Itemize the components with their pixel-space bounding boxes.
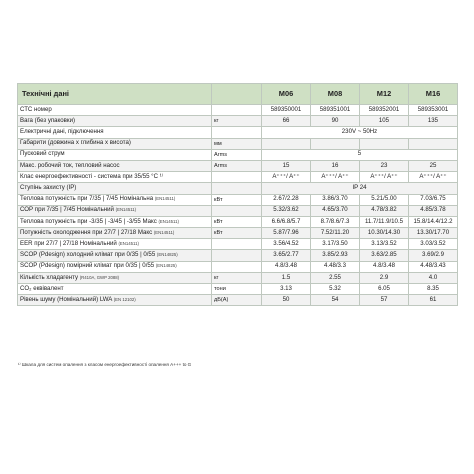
value-cell: 3.13 — [262, 284, 311, 295]
param-cell — [18, 261, 212, 272]
value-cell: 2.9 — [360, 272, 409, 283]
table-row — [18, 116, 458, 127]
value-cell: 25 — [409, 160, 458, 171]
param-label: Вага (без упаковки) — [20, 116, 76, 124]
param-label: Рівень шуму (Номінальний) LWA — [20, 295, 113, 303]
param-label: Потужність охолодження при 27/7 | 27/18 Макс — [20, 228, 153, 236]
param-standard-note: (EN14825) — [155, 263, 177, 269]
value-cell: 4.78/3.82 — [360, 205, 409, 216]
param-standard-note: (EN14511) — [154, 196, 176, 202]
value-cell: 7.52/11.20 — [311, 228, 360, 239]
value-cell: 66 — [262, 116, 311, 127]
param-label: СОР при 7/35 | 7/45 Номінальний — [20, 206, 114, 214]
table-row — [18, 127, 458, 138]
param-standard-note: (EN14825) — [156, 252, 178, 258]
value-cell: A⁺⁺⁺/ A⁺⁺ — [360, 172, 409, 183]
value-cell: 6.05 — [360, 284, 409, 295]
spec-table-container — [17, 83, 457, 306]
unit-cell: тони — [212, 284, 262, 295]
table-title: Технічні дані — [18, 84, 212, 105]
spec-rows — [18, 105, 458, 306]
param-standard-note: (R410A, GWP 2088) — [79, 274, 120, 280]
unit-cell: кг — [212, 116, 262, 127]
header-row — [18, 84, 458, 105]
shared-value-cell: 5 — [262, 149, 458, 160]
value-cell: 589353001 — [409, 105, 458, 116]
value-cell: 135 — [409, 116, 458, 127]
param-standard-note: (EN14511) — [115, 207, 137, 213]
value-cell: 11.7/11.9/10.5 — [360, 216, 409, 227]
value-cell: 3.03/3.52 — [409, 239, 458, 250]
value-cell: 5.21/5.00 — [360, 194, 409, 205]
value-cell: 8.35 — [409, 284, 458, 295]
unit-cell — [212, 172, 262, 183]
shared-value-cell: IP 24 — [262, 183, 458, 194]
unit-cell: мм — [212, 138, 262, 149]
value-cell — [360, 138, 409, 149]
param-label: Кількість хладагенту — [20, 273, 79, 281]
unit-cell — [212, 183, 262, 194]
table-row — [18, 261, 458, 272]
value-cell: 589350001 — [262, 105, 311, 116]
param-cell — [18, 160, 212, 171]
value-cell — [409, 138, 458, 149]
unit-cell: Arms — [212, 149, 262, 160]
param-cell — [18, 228, 212, 239]
param-cell — [18, 172, 212, 183]
param-standard-note: (EN14511) — [158, 218, 179, 224]
value-cell: 105 — [360, 116, 409, 127]
model-header-m08: M08 — [311, 84, 360, 105]
param-label: CO₂ еквівалент — [20, 284, 64, 292]
param-cell — [18, 194, 212, 205]
model-header-m12: M12 — [360, 84, 409, 105]
value-cell: 1.5 — [262, 272, 311, 283]
param-label: Клас енергоефективності - система при 35/55 °C ¹⁾ — [20, 172, 164, 180]
value-cell: 13.30/17.70 — [409, 228, 458, 239]
value-cell: A⁺⁺⁺/ A⁺⁺ — [262, 172, 311, 183]
shared-value-cell: 230V ~ 50Hz — [262, 127, 458, 138]
param-standard-note: (EN14511) — [153, 229, 175, 235]
model-header-m16: M16 — [409, 84, 458, 105]
value-cell: 3.17/3.50 — [311, 239, 360, 250]
table-row — [18, 194, 458, 205]
unit-cell: кВт — [212, 216, 262, 227]
unit-cell: Arms — [212, 160, 262, 171]
value-cell: A⁺⁺⁺/ A⁺⁺ — [409, 172, 458, 183]
value-cell: 589351001 — [311, 105, 360, 116]
param-cell — [18, 105, 212, 116]
model-header-m06: M06 — [262, 84, 311, 105]
param-label: Ступінь захисту (IP) — [20, 184, 77, 192]
param-label: Теплова потужність при 7/35 | 7/45 Номінальна — [20, 195, 154, 203]
table-row — [18, 105, 458, 116]
unit-cell: кВт — [212, 194, 262, 205]
value-cell: 5.32/3.62 — [262, 205, 311, 216]
table-row — [18, 284, 458, 295]
param-cell — [18, 149, 212, 160]
unit-cell — [212, 105, 262, 116]
unit-header — [212, 84, 262, 105]
value-cell: 4.8/3.48 — [360, 261, 409, 272]
table-row — [18, 239, 458, 250]
value-cell: 6.6/6.8/5.7 — [262, 216, 311, 227]
value-cell: 90 — [311, 116, 360, 127]
value-cell: 3.69/2.9 — [409, 250, 458, 261]
table-row — [18, 295, 458, 306]
param-label: SCOP (Pdesign) помірний клімат при 0/35 | 0/55 — [20, 262, 155, 270]
value-cell: 2.67/2.28 — [262, 194, 311, 205]
table-row — [18, 216, 458, 227]
value-cell: 4.85/3.78 — [409, 205, 458, 216]
value-cell: 3.86/3.70 — [311, 194, 360, 205]
value-cell: 15 — [262, 160, 311, 171]
spec-table — [17, 83, 458, 306]
param-cell — [18, 295, 212, 306]
param-label: Габарити (довжина х глибина х висота) — [20, 139, 131, 147]
value-cell: 5.32 — [311, 284, 360, 295]
unit-cell: дБ(A) — [212, 295, 262, 306]
value-cell: 7.03/6.75 — [409, 194, 458, 205]
table-row — [18, 205, 458, 216]
unit-cell — [212, 250, 262, 261]
value-cell: 4.48/3.43 — [409, 261, 458, 272]
param-standard-note: (EN 12102) — [113, 296, 136, 302]
unit-cell — [212, 261, 262, 272]
param-cell — [18, 284, 212, 295]
value-cell: 3.13/3.52 — [360, 239, 409, 250]
param-label: EER при 27/7 | 27/18 Номінальний — [20, 239, 117, 247]
param-cell — [18, 272, 212, 283]
value-cell: 3.65/2.77 — [262, 250, 311, 261]
unit-cell — [212, 239, 262, 250]
value-cell: 3.63/2.85 — [360, 250, 409, 261]
value-cell: 3.85/2.93 — [311, 250, 360, 261]
table-row — [18, 183, 458, 194]
value-cell: 8.7/8.6/7.3 — [311, 216, 360, 227]
unit-cell: кВт — [212, 228, 262, 239]
param-cell — [18, 250, 212, 261]
value-cell: 10.30/14.30 — [360, 228, 409, 239]
param-cell — [18, 127, 212, 138]
table-row — [18, 149, 458, 160]
param-standard-note: (EN14511) — [118, 240, 139, 246]
param-label: Електричні дані, підключення — [20, 128, 104, 136]
param-cell — [18, 138, 212, 149]
param-label: Пусковий струм — [20, 150, 65, 158]
value-cell: 4.0 — [409, 272, 458, 283]
value-cell: 4.48/3.3 — [311, 261, 360, 272]
table-row — [18, 172, 458, 183]
table-row — [18, 228, 458, 239]
value-cell — [262, 138, 311, 149]
param-cell — [18, 205, 212, 216]
value-cell: 589352001 — [360, 105, 409, 116]
value-cell: 15.8/14.4/12.2 — [409, 216, 458, 227]
table-row — [18, 138, 458, 149]
unit-cell — [212, 127, 262, 138]
value-cell: 5.87/7.96 — [262, 228, 311, 239]
table-row — [18, 250, 458, 261]
value-cell: 54 — [311, 295, 360, 306]
param-cell — [18, 116, 212, 127]
table-row — [18, 160, 458, 171]
value-cell: 23 — [360, 160, 409, 171]
value-cell — [311, 138, 360, 149]
param-label: SCOP (Pdesign) холодний клімат при 0/35 | 0/55 — [20, 251, 156, 259]
param-label: СТС номер — [20, 105, 52, 113]
value-cell: A⁺⁺⁺/ A⁺⁺ — [311, 172, 360, 183]
value-cell: 4.8/3.48 — [262, 261, 311, 272]
value-cell: 50 — [262, 295, 311, 306]
param-label: Теплова потужність при -3/35 | -3/45 | -3/55 Макс — [20, 217, 157, 225]
value-cell: 2.55 — [311, 272, 360, 283]
param-cell — [18, 216, 212, 227]
unit-cell — [212, 205, 262, 216]
param-label: Макс. робочий ток, тепловий насос — [20, 161, 120, 169]
value-cell: 61 — [409, 295, 458, 306]
value-cell: 4.65/3.70 — [311, 205, 360, 216]
value-cell: 57 — [360, 295, 409, 306]
value-cell: 3.56/4.52 — [262, 239, 311, 250]
unit-cell: кг — [212, 272, 262, 283]
value-cell: 16 — [311, 160, 360, 171]
param-cell — [18, 183, 212, 194]
param-cell — [18, 239, 212, 250]
table-row — [18, 272, 458, 283]
footnote: ¹⁾ Шкала для систем опалення з класом енергоефективності опалення A+++ to G — [18, 362, 192, 367]
